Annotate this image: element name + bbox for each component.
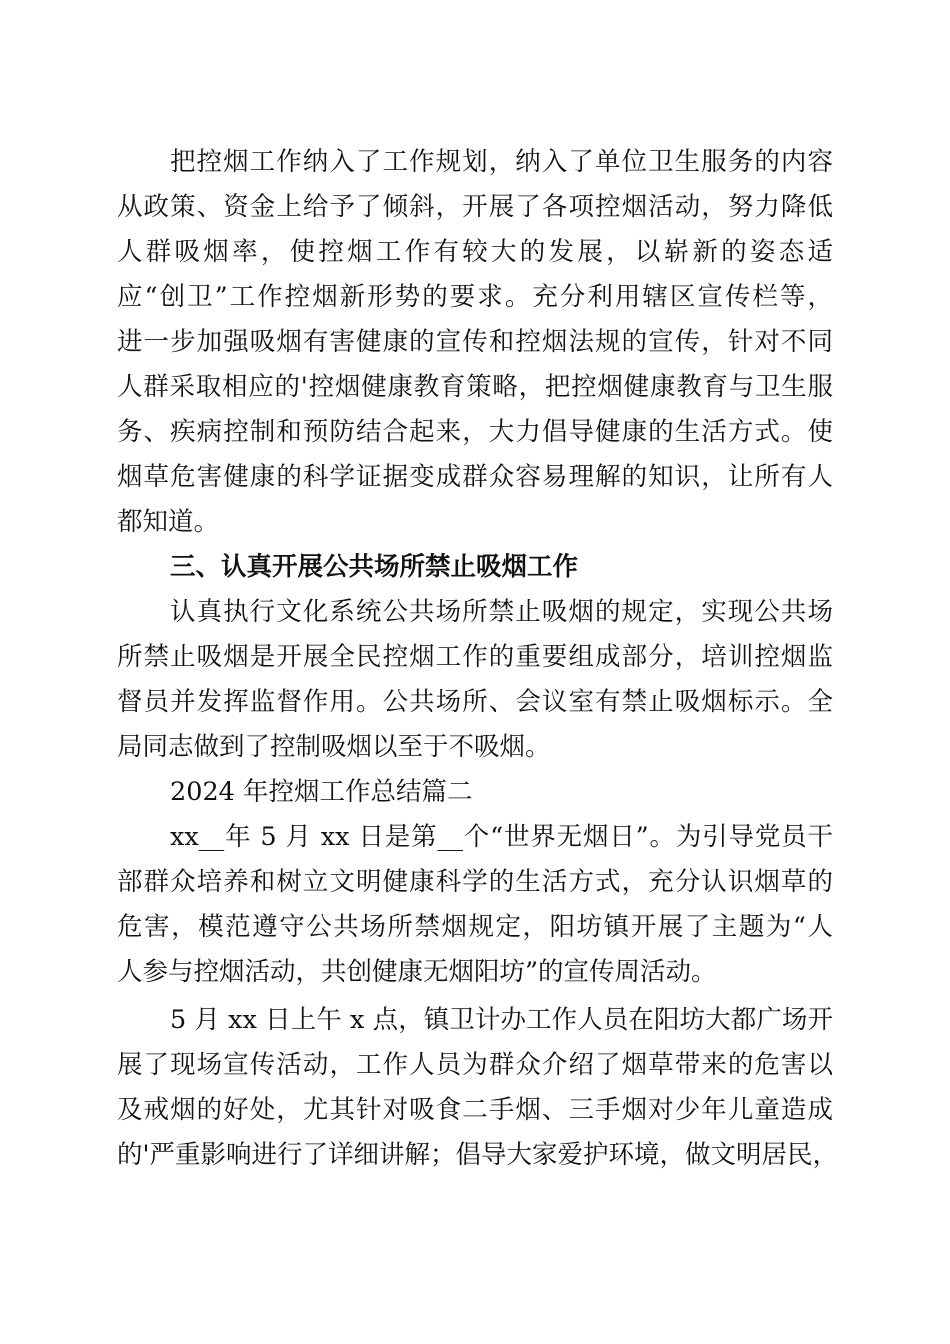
paragraph-3-line-1: xx__年 5 月 xx 日是第__个“世界无烟日”。为引导党员干 (170, 822, 833, 852)
paragraph-1-line-4: 应“创卫”工作控烟新形势的要求。充分利用辖区宣传栏等， (117, 282, 833, 312)
paragraph-1-line-7: 务、疾病控制和预防结合起来，大力倡导健康的生活方式。使 (117, 417, 833, 447)
paragraph-3-line-4: 人参与控烟活动，共创健康无烟阳坊”的宣传周活动。 (117, 957, 717, 987)
paragraph-2-line-1: 认真执行文化系统公共场所禁止吸烟的规定，实现公共场 (170, 597, 833, 627)
paragraph-4-line-1: 5 月 xx 日上午 x 点，镇卫计办工作人员在阳坊大都广场开 (170, 1005, 833, 1035)
paragraph-1-line-6: 人群采取相应的'控烟健康教育策略，把控烟健康教育与卫生服 (117, 372, 833, 402)
paragraph-2-line-2: 所禁止吸烟是开展全民控烟工作的重要组成部分，培训控烟监 (117, 642, 833, 672)
paragraph-1-line-5: 进一步加强吸烟有害健康的宣传和控烟法规的宣传，针对不同 (117, 327, 833, 357)
paragraph-4-line-4: 的'严重影响进行了详细讲解；倡导大家爱护环境，做文明居民， (117, 1140, 839, 1170)
article-subtitle: 2024 年控烟工作总结篇二 (170, 777, 473, 807)
paragraph-3-line-3: 危害，模范遵守公共场所禁烟规定，阳坊镇开展了主题为“人 (117, 912, 833, 942)
section-heading: 三、认真开展公共场所禁止吸烟工作 (170, 552, 579, 582)
paragraph-1-line-8: 烟草危害健康的科学证据变成群众容易理解的知识，让所有人 (117, 462, 833, 492)
paragraph-4-line-3: 及戒烟的好处，尤其针对吸食二手烟、三手烟对少年儿童造成 (117, 1095, 833, 1125)
paragraph-1-line-1: 把控烟工作纳入了工作规划，纳入了单位卫生服务的内容 (170, 147, 833, 177)
paragraph-2-line-3: 督员并发挥监督作用。公共场所、会议室有禁止吸烟标示。全 (117, 687, 833, 717)
paragraph-1-line-3: 人群吸烟率，使控烟工作有较大的发展，以崭新的姿态适 (117, 237, 833, 267)
paragraph-2-line-4: 局同志做到了控制吸烟以至于不吸烟。 (117, 732, 551, 762)
paragraph-3-line-2: 部群众培养和树立文明健康科学的生活方式，充分认识烟草的 (117, 867, 833, 897)
paragraph-1-line-9: 都知道。 (117, 507, 220, 537)
paragraph-4-line-2: 展了现场宣传活动，工作人员为群众介绍了烟草带来的危害以 (117, 1050, 833, 1080)
paragraph-1-line-2: 从政策、资金上给予了倾斜，开展了各项控烟活动，努力降低 (117, 192, 833, 222)
